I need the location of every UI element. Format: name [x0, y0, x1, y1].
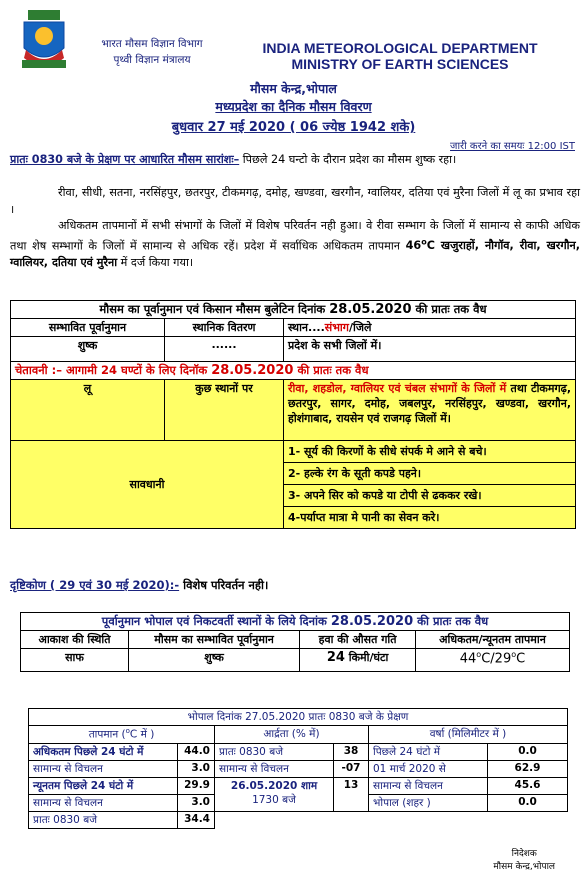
table-cell: 44.0	[178, 743, 215, 760]
heatwave-label: लू	[11, 380, 165, 441]
caution-item: 1- सूर्य की किरणों के सीधे संपर्क मे आने से बचे।	[284, 441, 575, 463]
table-cell: 62.9	[488, 760, 568, 777]
hindi-department-name: भारत मौसम विज्ञान विभाग पृथ्वी विज्ञान मंत्रालय	[101, 38, 203, 66]
bulletin-title: मध्यप्रदेश का दैनिक मौसम विवरण	[215, 99, 372, 114]
table-cell: 0.0	[488, 743, 568, 760]
english-department-name: INDIA METEOROLOGICAL DEPARTMENT MINISTRY OF EARTH SCIENCES	[262, 40, 538, 72]
table-cell: 3.0	[178, 794, 215, 811]
table-cell: 38	[334, 743, 369, 760]
weather-value: शुष्क	[128, 649, 299, 672]
summary-paragraph-1: प्रातः 0830 बजे के प्रेक्षण पर आधारित मौसम सारांशः– पिछले 24 घन्टो के दौरान प्रदेश का मौसम शुष्क रहा।	[10, 153, 457, 166]
sky-value: साफ	[21, 649, 129, 672]
release-time: जारी करने का समयः 12:00 IST	[450, 141, 575, 152]
caution-list	[284, 441, 576, 529]
bhopal-forecast-title: पूर्वानुमान भोपाल एवं निकटवर्ती स्थानों के लिये दिनांक 28.05.2020 की प्रातः तक वैध	[21, 613, 570, 631]
observation-title: भोपाल दिनांक 27.05.2020 प्रातः 0830 बजे के प्रेक्षण	[29, 709, 568, 726]
table-cell: सामान्य से विचलन	[29, 760, 178, 777]
table-cell: सामान्य से विचलन	[215, 760, 334, 777]
wind-value: 24 किमी/घंटा	[300, 649, 416, 672]
table-cell: भोपाल (शहर )	[369, 794, 488, 811]
table-cell: 0.0	[488, 794, 568, 811]
table-cell: 3.0	[178, 760, 215, 777]
table-cell: 13	[334, 777, 369, 811]
table-cell: 26.05.2020 शाम 1730 बजे	[215, 777, 334, 811]
forecast-title: मौसम का पूर्वानुमान एवं किसान मौसम बुलेटिन दिनांक 28.05.2020 की प्रातः तक वैध	[11, 301, 576, 319]
table-cell: अधिकतम पिछले 24 घंटो में	[29, 743, 178, 760]
table-cell: प्रातः 0830 बजे	[29, 811, 178, 828]
forecast-table	[10, 300, 576, 529]
table-cell: 01 मार्च 2020 से	[369, 760, 488, 777]
bulletin-date: बुधवार 27 मई 2020 ( 06 ज्येष्ठ 1942 शके)	[171, 120, 416, 135]
table-cell: सामान्य से विचलन	[29, 794, 178, 811]
rain-col-header: वर्षा (मिलिमीटर में )	[369, 726, 568, 744]
summary-paragraph-3: अधिकतम तापमानों में सभी संभागों के जिलों में विशेष परिवर्तन नही हुआ। वे रीवा सम्भाग के जिलों में सामान्य से काफी अधिक तथा शेष सम्भागों के जिलों में सामान्य से अधिक रहें। प्रदेश में सर्वाधिक अधिकतम तापमान 46$^o$C खजुराहों, नौगॉव, रीवा, खरगौन, ग्वालियर, दतिया एवं मुरैना में दर्ज किया गया।	[10, 219, 580, 269]
warning-title: चेतावनी :– आगामी 24 घण्टों के लिए दिनॉक 28.05.2020 की प्रातः तक वैध	[11, 362, 576, 380]
outlook: दृष्टिकोण ( 29 एवं 30 मई 2020):- विशेष परिवर्तन नही।	[10, 578, 269, 592]
temp-value: 44$^o$C/29$^o$C	[415, 649, 569, 672]
table-cell: प्रातः 0830 बजे	[215, 743, 334, 760]
bhopal-forecast-table	[20, 612, 570, 672]
heatwave-places: रीवा, शहडोल, ग्वालियर एवं चंबल संभागों के जिलों में तथा टीकमगढ़, छतरपुर, सागर, दमोह, जबलपुर, नरसिंहपुर, खण्डवा, खरगौन, होशंगाबाद, रायसेन एवं राजगढ़ जिलों में।	[284, 380, 576, 441]
col-distribution-header: स्थानिक वितरण	[165, 319, 284, 337]
place-value: प्रदेश के सभी जिलों में।	[284, 337, 576, 362]
col-forecast-header: सम्भावित पूर्वानुमान	[11, 319, 165, 337]
caution-item: 3- अपने सिर को कपडे या टोपी से ढककर रखे।	[284, 485, 575, 507]
temp-header: अधिकतम/न्यूनतम तापमान	[415, 631, 569, 649]
sky-header: आकाश की स्थिति	[21, 631, 129, 649]
table-cell: सामान्य से विचलन	[369, 777, 488, 794]
imd-emblem-icon	[14, 8, 74, 72]
observation-table	[28, 708, 568, 829]
distribution-value: ......	[165, 337, 284, 362]
weather-header: मौसम का सम्भावित पूर्वानुमान	[128, 631, 299, 649]
col-place-header: स्थान....संभाग/जिले	[284, 319, 576, 337]
signature: निदेशक मौसम केन्द्र,भोपाल	[493, 849, 555, 872]
forecast-value: शुष्क	[11, 337, 165, 362]
table-cell: 34.4	[178, 811, 215, 828]
caution-label: सावधानी	[11, 441, 284, 529]
table-cell: न्यूनतम पिछले 24 घंटो में	[29, 777, 178, 794]
table-cell: -07	[334, 760, 369, 777]
wind-header: हवा की औसत गति	[300, 631, 416, 649]
table-cell: पिछले 24 घंटो में	[369, 743, 488, 760]
humidity-col-header: आर्द्रता (% में)	[215, 726, 369, 744]
summary-paragraph-2: रीवा, सीधी, सतना, नरसिंहपुर, छतरपुर, टीकमगढ़, दमोह, खण्डवा, खरगौन, ग्वालियर, दतिया एवं मुरैना जिलों में लू का प्रभाव रहा ।	[10, 186, 580, 216]
center-name: मौसम केन्द्र,भोपाल	[250, 81, 337, 96]
heatwave-distribution: कुछ स्थानों पर	[165, 380, 284, 441]
table-cell: 45.6	[488, 777, 568, 794]
table-cell: 29.9	[178, 777, 215, 794]
temp-col-header: तापमान ($^o$C में )	[29, 726, 215, 744]
caution-item: 4-पर्याप्त मात्रा मे पानी का सेवन करे।	[288, 511, 440, 524]
caution-item: 2- हल्के रंग के सूती कपडे पहने।	[284, 463, 575, 485]
